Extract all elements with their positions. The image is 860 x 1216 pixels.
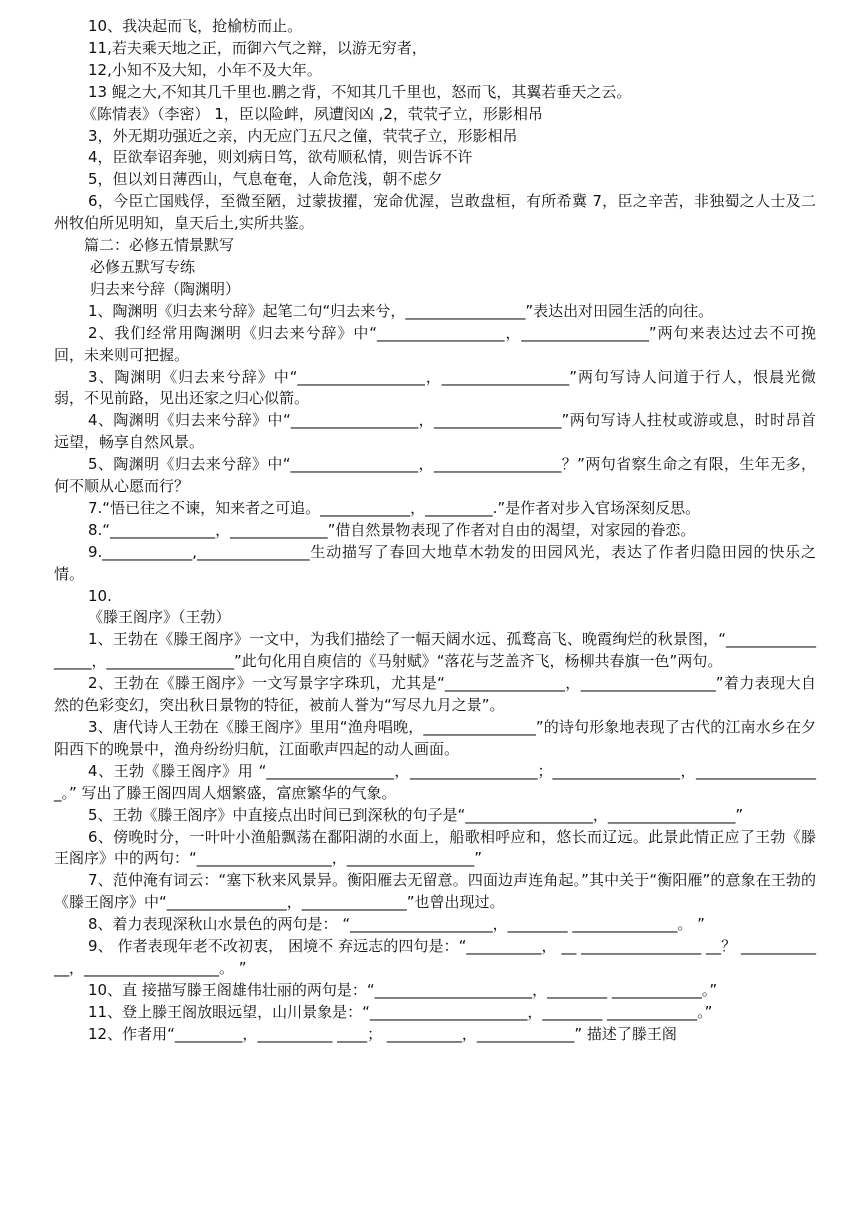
text-line: 3，外无期功强近之亲，内无应门五尺之僮，茕茕孑立，形影相吊 — [88, 126, 518, 145]
question-item: 7、范仲淹有词云：“塞下秋来风景异。衡阳雁去无留意。四面边声连角起。”其中关于“衡阳雁”的意象在王勃的《滕王阁序》中“________________，______________”也曾出现过。 — [54, 871, 816, 912]
question-item: 1、陶渊明《归去来兮辞》起笔二句“归去来兮，________________”表达出对田园生活的向往。 — [88, 301, 714, 320]
question-item: 5、陶渊明《归去来兮辞》中“_________________，_________________？”两句省察生命之有限，生年无多，何不顺从心愿而行？ — [54, 455, 816, 496]
question-item: 12、作者用“_________，__________ ____； __________，_____________” 描述了滕王阁 — [88, 1024, 677, 1043]
text-line: 11,若夫乘天地之正，而御六气之辩，以游无穷者， — [88, 38, 427, 57]
question-item: 6、傍晚时分，一叶叶小渔船飘荡在鄱阳湖的水面上，船歌相呼应和，悠长而辽远。此景此情正应了王勃《滕王阁序》中的两句：“__________________，_________________” — [54, 827, 816, 868]
question-item: 7.“悟已往之不谏，知来者之可追。____________，_________.”是作者对步入官场深刻反思。 — [88, 498, 701, 517]
section-subheading: 必修五默写专练 — [90, 257, 196, 276]
question-item: 4、陶渊明《归去来兮辞》中“_________________，_________________”两句写诗人拄杖或游或息，时时昂首远望，畅享自然风景。 — [54, 411, 816, 452]
question-item: 1、王勃在《滕王阁序》一文中，为我们描绘了一幅天阔水远、孤鹜高飞、晚霞绚烂的秋景图，“_________________，_________________”此句化用自庾信的《马射赋》“落花与芝盖齐飞，杨柳共春旗一色”两句。 — [54, 630, 816, 671]
text-line: 12,小知不及大知，小年不及大年。 — [88, 60, 322, 79]
question-item: 8.“______________，_____________”借自然景物表现了作者对自由的渴望，对家园的眷恋。 — [88, 520, 696, 539]
question-item: 8、着力表现深秋山水景色的两句是： “___________________，________ ______________。 ” — [88, 915, 705, 934]
text-line: 6，今臣亡国贱俘，至微至陋，过蒙拔擢，宠命优渥，岂敢盘桓，有所希冀 7，臣之辛苦，非独蜀之人士及二州牧伯所见明知，皇天后土,实所共鉴。 — [54, 192, 816, 233]
question-item: 3、陶渊明《归去来兮辞》中“_________________，_________________”两句写诗人问道于行人，恨晨光微弱，不见前路，见出还家之归心似箭。 — [54, 367, 816, 408]
question-item: 11、登上滕王阁放眼远望，山川景象是：“_____________________，________ ____________。” — [88, 1002, 713, 1021]
question-item: 5、王勃《滕王阁序》中直接点出时间已到深秋的句子是“_________________，_________________” — [88, 805, 744, 824]
question-item: 10、直 接描写滕王阁雄伟壮丽的两句是：“_____________________，________ ____________。” — [88, 980, 718, 999]
question-item: 2、我们经常用陶渊明《归去来兮辞》中“_________________，_________________”两句来表达过去不可挽回，未来则可把握。 — [54, 323, 816, 364]
question-item: 10. — [88, 586, 112, 605]
question-item: 4、王勃《滕王阁序》用 “_________________，_________________；_________________，_________________。” 写出了滕王阁四周人烟繁盛，富庶繁华的气象。 — [54, 761, 816, 802]
section-heading: 篇二：必修五情景默写 — [84, 236, 235, 255]
section-title: 《滕王阁序》（王勃） — [88, 608, 231, 627]
question-item: 9、 作者表现年老不改初衷， 困境不 弃远志的四句是：“__________， __ ________________ __？ __________ __，__________________。 ” — [54, 937, 821, 977]
question-item: 2、王勃在《滕王阁序》一文写景字字珠玑，尤其是“________________，__________________”着力表现大自然的色彩变幻，突出秋日景物的特征，被前人誉为“写尽九月之景”。 — [54, 674, 816, 715]
text-line: 4，臣欲奉诏奔驰，则刘病日笃，欲苟顺私情，则告诉不许 — [88, 148, 473, 167]
text-line: 《陈情表》（李密） 1，臣以险衅，夙遭闵凶 ,2，茕茕孑立，形影相吊 — [82, 104, 543, 123]
text-line: 10、我决起而飞，抢榆枋而止。 — [88, 17, 303, 35]
question-item: 3、唐代诗人王勃在《滕王阁序》里用“渔舟唱晚，_______________”的诗句形象地表现了古代的江南水乡在夕阳西下的晚景中，渔舟纷纷归航，江面歌声四起的动人画面。 — [54, 718, 816, 758]
text-line: 5，但以刘日薄西山，气息奄奄，人命危浅，朝不虑夕 — [88, 170, 443, 189]
section-title: 归去来兮辞（陶渊明） — [90, 279, 241, 298]
question-item: 9.____________,_______________生动描写了春回大地草木勃发的田园风光，表达了作者归隐田园的快乐之情。 — [54, 542, 816, 583]
text-line: 13 鲲之大,不知其几千里也.鹏之背，不知其几千里也，怒而飞，其翼若垂天之云。 — [88, 82, 632, 101]
